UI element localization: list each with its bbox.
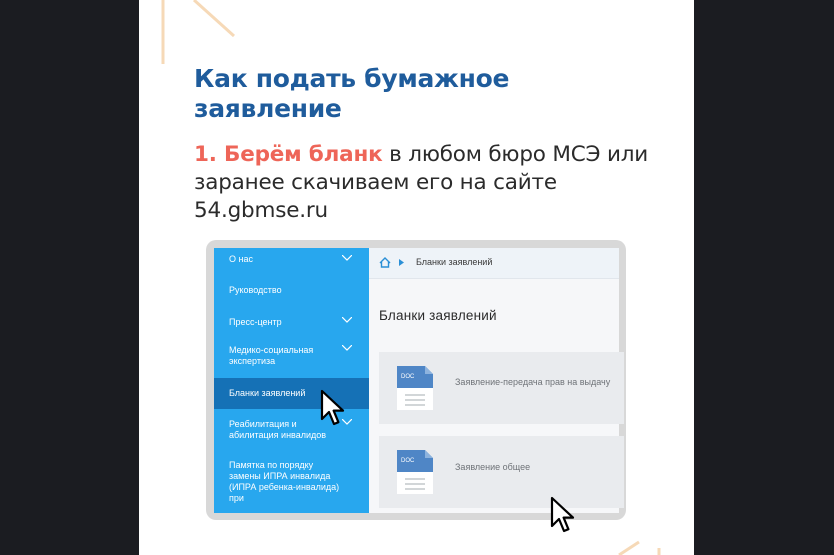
sidebar-item-label: Пресс-центр <box>229 317 282 327</box>
main-content <box>369 248 619 513</box>
sidebar-item-management[interactable] <box>214 278 369 308</box>
sidebar-item-label: Памятка по порядку замены ИПРА инвалида (ИПРА ребенка-инвалида) при <box>229 460 340 503</box>
info-card <box>139 0 694 555</box>
sidebar-item-label: Медико-социальная экспертиза <box>229 345 314 366</box>
sidebar-item-expertise[interactable] <box>214 340 369 378</box>
breadcrumb-arrow-icon <box>399 259 404 266</box>
website-screenshot <box>206 240 626 520</box>
chevron-down-icon <box>342 317 352 323</box>
sidebar-item-label: Реабилитация и абилитация инвалидов <box>229 419 327 440</box>
breadcrumb-current: Бланки заявлений <box>416 257 493 267</box>
doc-file-icon <box>395 364 435 412</box>
mouse-cursor-icon <box>320 389 346 427</box>
sidebar-item-label: Бланки заявлений <box>229 388 306 398</box>
step-highlight: 1. Берём бланк <box>194 142 383 167</box>
sidebar-item-label: О нас <box>229 254 253 264</box>
section-title: Бланки заявлений <box>379 308 497 323</box>
doc-file-icon <box>395 448 435 496</box>
document-name[interactable]: Заявление-передача прав на выдачу <box>455 377 611 387</box>
mouse-cursor-icon <box>550 496 576 534</box>
sidebar-menu <box>214 248 369 513</box>
decorative-lines-bottom <box>609 530 694 555</box>
document-card[interactable] <box>379 436 624 508</box>
doc-badge: DOC <box>401 374 415 380</box>
step-one-text <box>194 141 664 225</box>
chevron-down-icon <box>342 345 352 351</box>
step-description: в любом бюро МСЭ или заранее скачиваем его на сайте 54.gbmse.ru <box>194 142 649 223</box>
document-name[interactable]: Заявление общее <box>455 462 531 472</box>
doc-badge: DOC <box>401 458 415 464</box>
sidebar-item-label: Руководство <box>229 285 282 295</box>
chevron-down-icon <box>342 255 352 261</box>
sidebar-item-press-center[interactable] <box>214 310 369 340</box>
breadcrumb <box>369 248 619 279</box>
document-card[interactable] <box>379 352 624 424</box>
page-title: Как подать бумажное заявление <box>194 64 510 123</box>
decorative-lines-top <box>139 0 259 70</box>
sidebar-item-ipra-memo[interactable] <box>214 456 369 513</box>
home-icon[interactable] <box>379 257 391 268</box>
sidebar-item-about[interactable] <box>214 248 369 278</box>
